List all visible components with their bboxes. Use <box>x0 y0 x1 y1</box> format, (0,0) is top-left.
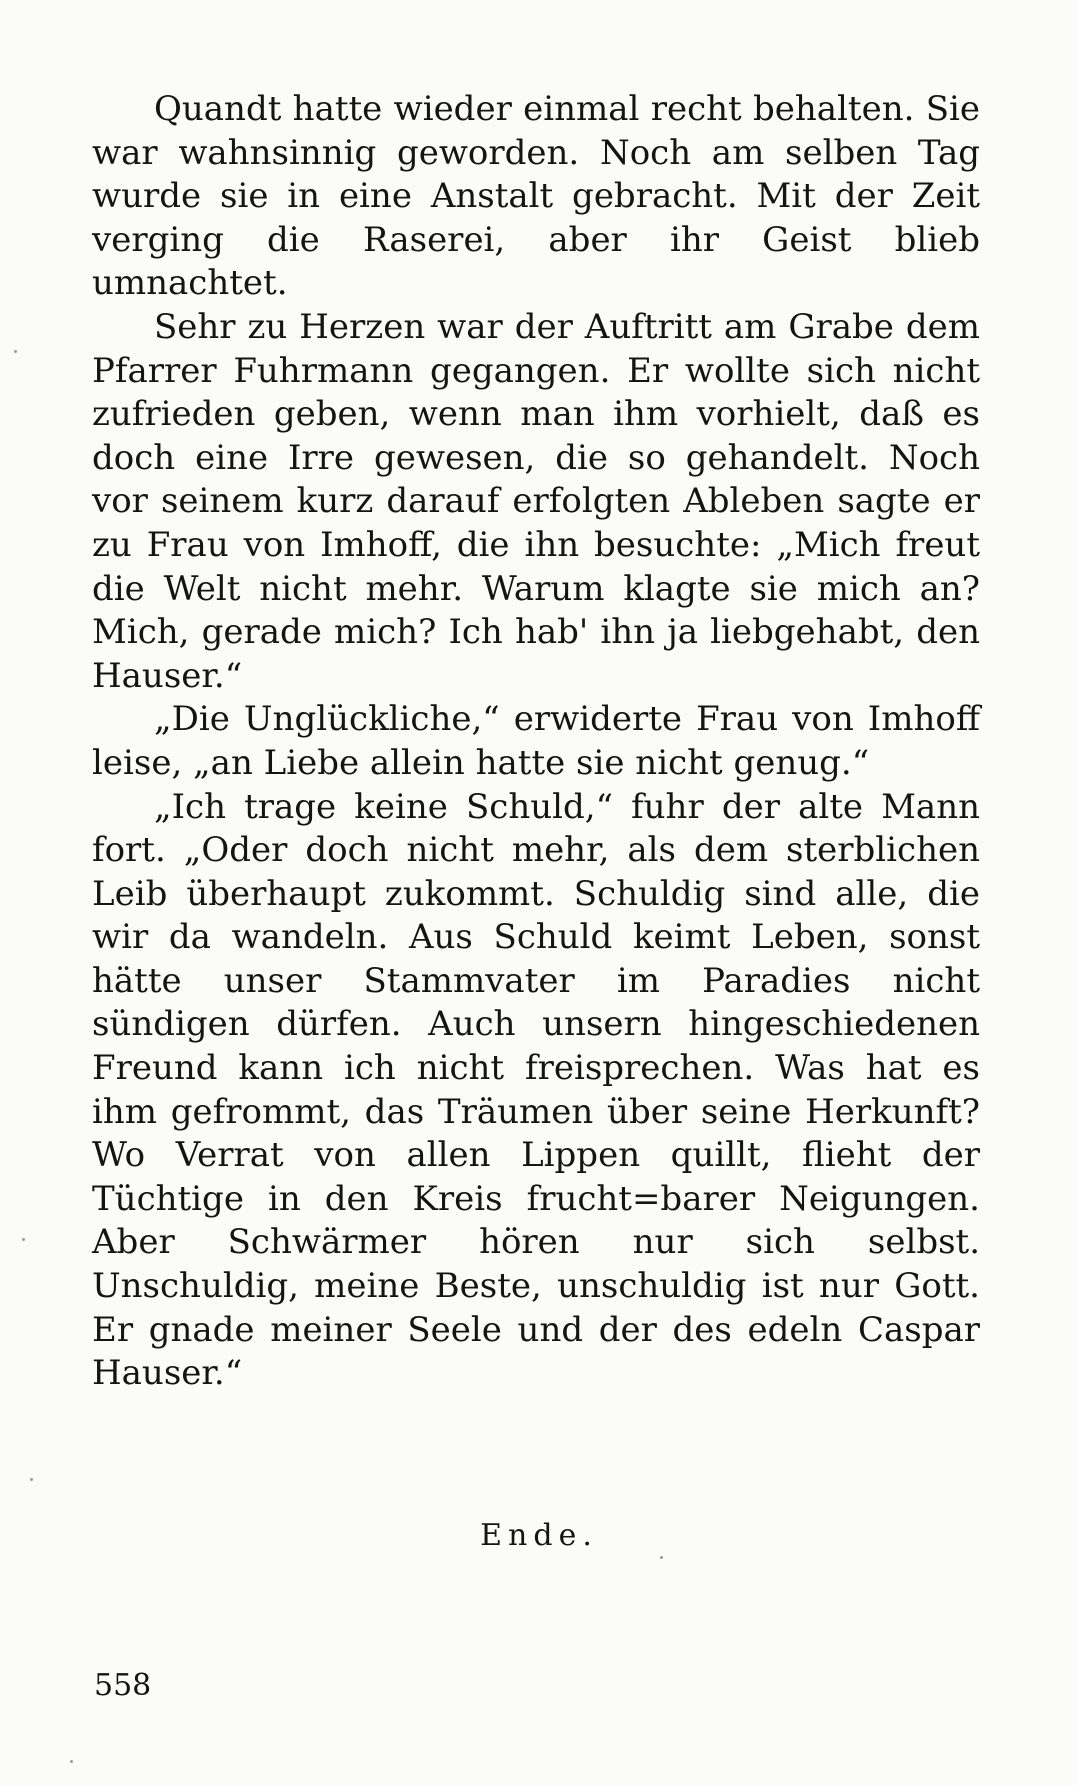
paper-speck <box>70 1760 73 1763</box>
paragraph-1: Quandt hatte wieder einmal recht behalten. Sie war wahnsinnig geworden. Noch am selben Tag wurde sie in eine Anstalt gebracht. Mit der Zeit verging die Raserei, aber ihr Geist blieb umnachtet. <box>92 89 980 304</box>
paragraph-2: Sehr zu Herzen war der Auftritt am Grabe dem Pfarrer Fuhrmann gegangen. Er wollte sich nicht zufrieden geben, wenn man ihm vorhielt, daß es doch eine Irre gewesen, die so gehandelt. Noch vor seinem kurz darauf erfolgten Ableben sagte er zu Frau von Imhoff, die ihn besuchte: „Mich freut die Welt nicht mehr. Warum klagte sie mich an? Mich, gerade mich? Ich hab' ihn ja liebgehabt, den Hauser.“ <box>92 306 980 696</box>
paragraph-4: „Ich trage keine Schuld,“ fuhr der alte Mann fort. „Oder doch nicht mehr, als dem sterblichen Leib überhaupt zukommt. Schuldig sind alle, die wir da wandeln. Aus Schuld keimt Leben, sonst hätte unser Stammvater im Paradies nicht sündigen dürfen. Auch unsern hingeschiedenen Freund kann ich nicht freisprechen. Was hat es ihm gefrommt, das Träumen über seine Herkunft? Wo Verrat von allen Lippen quillt, flieht der Tüchtige in den Kreis frucht=barer Neigungen. Aber Schwärmer hören nur sich selbst. Unschuldig, meine Beste, unschuldig ist nur Gott. Er gnade meiner Seele und der des edeln Caspar Hauser.“ <box>92 786 980 1394</box>
body-text <box>92 88 980 1396</box>
paper-speck <box>14 350 17 353</box>
paragraph-3: „Die Unglückliche,“ erwiderte Frau von Imhoff leise, „an Liebe allein hatte sie nicht genug.“ <box>92 699 980 783</box>
end-mark: Ende. <box>480 1518 598 1553</box>
paper-speck <box>660 1556 663 1559</box>
page-number: 558 <box>94 1668 152 1703</box>
paper-speck <box>22 1238 25 1241</box>
paper-speck <box>30 1478 33 1481</box>
